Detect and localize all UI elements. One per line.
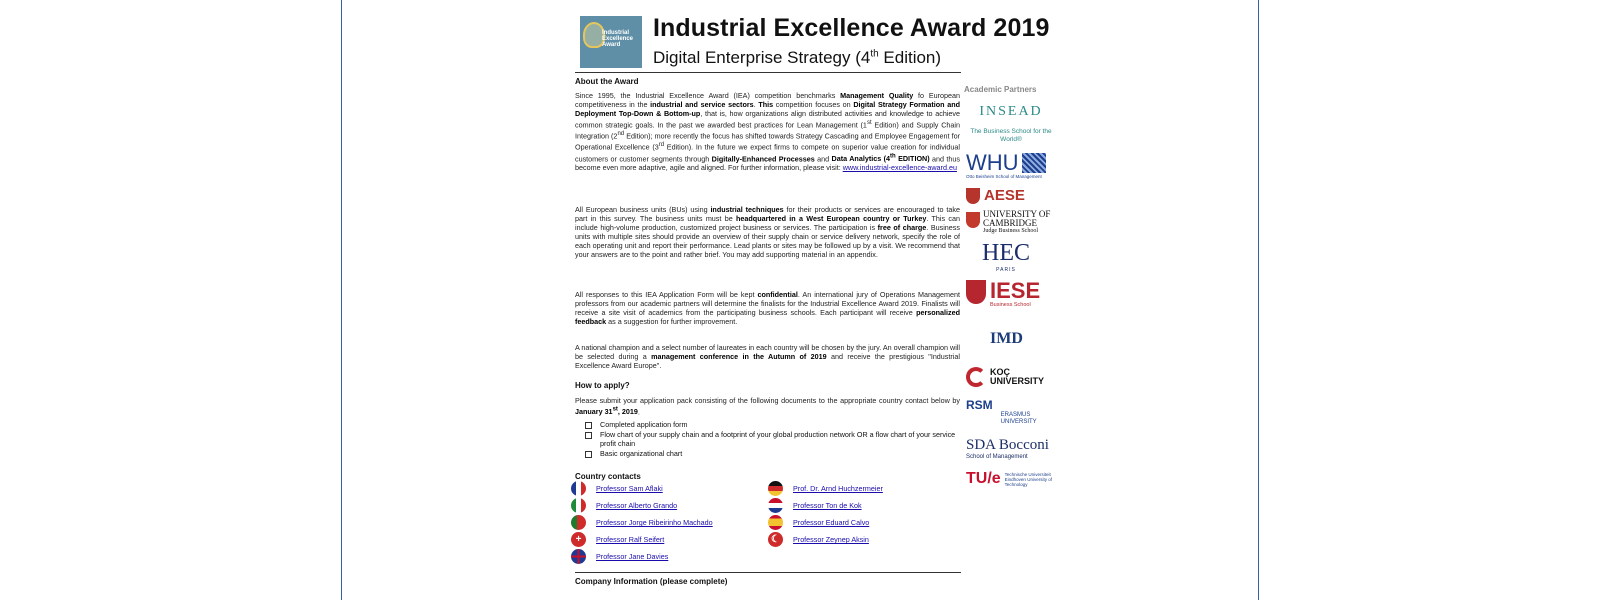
contact-left-2 [571,515,713,530]
flag-ch-icon: + [571,532,586,547]
contact-right-0 [768,481,883,496]
flag-pt-icon [571,515,586,530]
apply-paragraph: Please submit your application pack consisting of the following documents to the appropriate country contact below by January 31st, 2019. [575,396,960,417]
tue-logo: TU/e Technische Universiteit Eindhoven University of Technology [966,470,1052,487]
document-checklist [585,420,960,459]
contacts-list [575,481,961,571]
flag-uk-icon [571,549,586,564]
contact-left-1 [571,498,677,513]
about-paragraph-3: All responses to this IEA Application Form will be kept confidential. An international jury of Operations Management professors from our academic partners will determine the finalists for the Industrial Excellence Award 2019. Finalists will receive a site visit of academics from the participating business schools. Each participant will receive personalized feedback as a suggestion for further improvement. [575,290,960,326]
cambridge-logo: UNIVERSITY OF CAMBRIDGE Judge Business School [966,210,1055,234]
page-subtitle: Digital Enterprise Strategy (4th Edition) [653,48,942,67]
imd-logo: IMD [990,330,1023,347]
contact-link[interactable]: Professor Ralf Seifert [596,535,665,544]
checkbox-icon [585,451,592,458]
company-heading: Company Information (please complete) [575,577,728,586]
contact-link[interactable]: Professor Jorge Ribeirinho Machado [596,518,713,527]
contact-link[interactable]: Professor Alberto Grando [596,501,678,510]
whu-logo: WHU [966,150,1046,176]
flag-nl-icon [768,498,783,513]
logo-text: Industrial Excellence Award [602,30,634,48]
contact-left-4 [571,549,668,564]
contact-link[interactable]: Professor Sam Aflaki [596,484,663,493]
checkbox-icon [585,432,592,439]
flag-es-icon [768,515,783,530]
aese-logo: AESE [966,187,1025,204]
about-paragraph-2: All European business units (BUs) using industrial techniques for their products or services are encouraged to take part in this survey. The business units must be headquartered in a West European country or Turkey. This can include high-volume production, customized project business or services. The participation is free of charge. Business units with multiple sites should provide an overview of their supply chain or service delivery network, specify the role of each operating unit and report their performance. Lead plants or sites may be followed up by a visit. We recommend that your answers are to the point and rather brief. You may add supporting material in an appendix. [575,205,960,259]
contact-left-3 [571,532,664,547]
apply-heading: How to apply? [575,381,630,390]
checkbox-icon [585,422,592,429]
iea-logo [580,16,642,68]
contacts-heading: Country contacts [575,472,641,481]
checklist-item-text: Basic organizational chart [600,449,683,458]
about-paragraph-4: A national champion and a select number of laureates in each country will be chosen by the jury. An overall champion will be selected during a management conference in the Autumn of 2019 and receive the prestigious "Industrial Excellence Award Europe". [575,343,960,370]
checklist-item-text: Flow chart of your supply chain and a footprint of your global production network OR a flow chart of your service profit chain [600,430,956,448]
contact-link[interactable]: Professor Jane Davies [596,552,669,561]
whu-tagline: Otto Beisheim School of Management [966,174,1042,179]
partners-heading: Academic Partners [964,85,1037,94]
koc-logo: KOÇ UNIVERSITY [966,367,1054,387]
contact-right-2 [768,515,869,530]
hec-logo: HEC PARIS [982,240,1030,273]
about-paragraph-1: Since 1995, the Industrial Excellence Award (IEA) competition benchmarks Management Quality fo European competitiveness in the industrial and service sectors. This competition focuses on Digital Strategy Formation and Deployment Top-Down & Bottom-up, that is, how organizations align distributed activities and knowledge to achieve common strategic goals. In the past we awarded best practices for Lean Management (1st Edition) and Supply Chain Integration (2nd Edition); more recently the focus has shifted towards Strategy Cascading and Employee Engagement for Operational Excellence (3rd Edition). In the future we expect firms to compete on superior value creation for individual customers or customer segments through Digitally-Enhanced Processes and Data Analytics (4th EDITION) and thus become even more adaptive, agile and aligned. For further information, please visit: www.industrial-excellence-award.eu [575,91,961,172]
flag-it-icon [571,498,586,513]
about-heading: About the Award [575,77,639,86]
sda-bocconi-logo: SDA Bocconi School of Management [966,437,1049,460]
contact-right-1 [768,498,862,513]
flag-de-icon [768,481,783,496]
checklist-item [585,430,960,448]
frame-right-border [1258,0,1259,600]
rsm-erasmus-logo: RSM ERASMUS UNIVERSITY [966,398,1037,425]
checklist-item [585,420,960,429]
insead-logo: INSEAD The Business School for the World® [970,104,1052,143]
company-rule [575,572,961,573]
flag-fr-icon [571,481,586,496]
contact-left-0 [571,481,663,496]
frame-left-border [341,0,342,600]
contact-link[interactable]: Professor Eduard Calvo [793,518,870,527]
page-title: Industrial Excellence Award 2019 [653,14,1050,42]
contact-link[interactable]: Professor Ton de Kok [793,501,862,510]
iese-logo: IESE Business School [966,280,1040,308]
contact-link[interactable]: Prof. Dr. Arnd Huchzermeier [793,484,883,493]
contact-link[interactable]: Professor Zeynep Aksin [793,535,869,544]
contact-right-3 [768,532,869,547]
header-rule [575,72,961,73]
checklist-item-text: Completed application form [600,420,688,429]
checklist-item [585,449,960,458]
flag-tr-icon: ☾ [768,532,783,547]
